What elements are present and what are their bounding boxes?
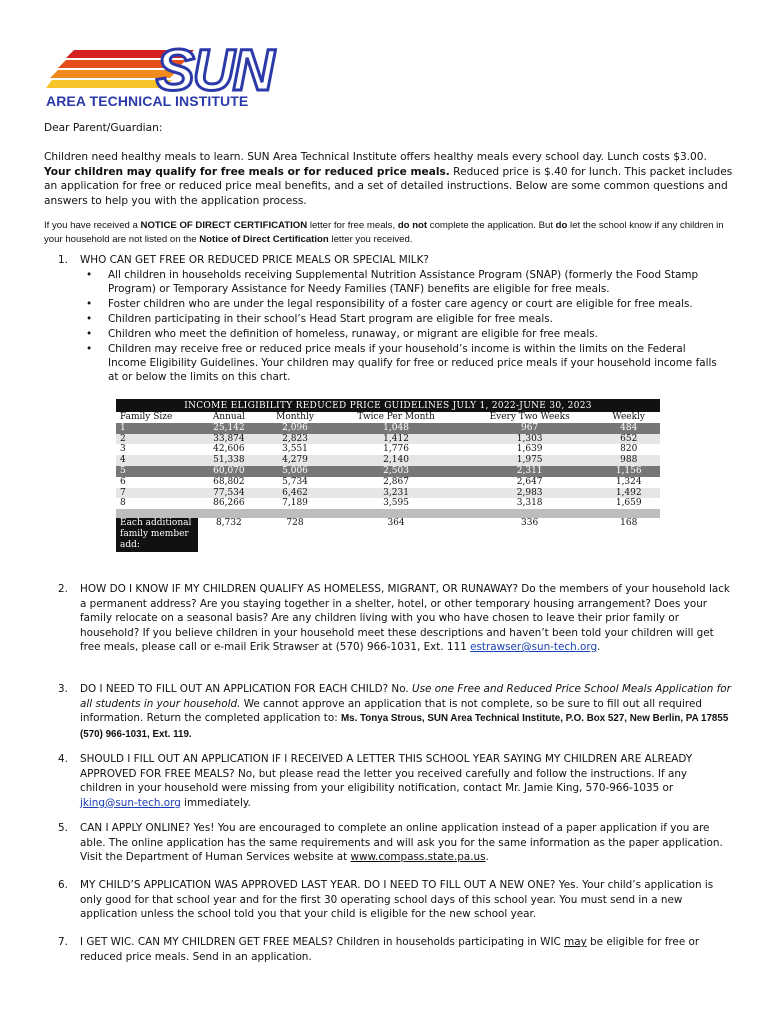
table-cell: 3,595 <box>330 498 462 509</box>
logo-word: SUN <box>156 40 273 103</box>
table-cell: 86,266 <box>198 498 260 509</box>
table-cell: 1,776 <box>330 444 462 455</box>
column-header: Weekly <box>597 412 660 423</box>
intro-paragraph: Children need healthy meals to learn. SUN Area Technical Institute offers healthy meals every school day. Lunch costs $3.00. Your children may qualify for free meals or for reduced price meals. Reduced price is $.40 for lunch. This packet includes an application for free or reduced price meal benefits, and a set of detailed instructions. Below are some common questions and answers to help you with the application process. <box>44 151 733 207</box>
table-cell: 5,006 <box>260 466 331 477</box>
table-cell: 1,303 <box>462 434 598 445</box>
table-cell: 1,324 <box>597 477 660 488</box>
table-cell: 484 <box>597 423 660 434</box>
table-row <box>116 434 660 445</box>
table-cell: 25,142 <box>198 423 260 434</box>
table-cell: 1,639 <box>462 444 598 455</box>
table-cell: 2,503 <box>330 466 462 477</box>
table-cell: 7,189 <box>260 498 331 509</box>
email-link-jking[interactable]: jking@sun-tech.org <box>80 796 181 809</box>
table-cell: 7 <box>116 488 198 499</box>
table-cell: 2,647 <box>462 477 598 488</box>
table-cell: 988 <box>597 455 660 466</box>
table-cell: 8 <box>116 498 198 509</box>
table-cell: 1,659 <box>597 498 660 509</box>
table-cell: 820 <box>597 444 660 455</box>
table-row <box>116 488 660 499</box>
column-header: Twice Per Month <box>330 412 462 423</box>
table-title: INCOME ELIGIBILITY REDUCED PRICE GUIDELINES JULY 1, 2022-JUNE 30, 2023 <box>116 399 660 412</box>
table-cell: 8,732 <box>198 518 260 552</box>
table-cell: 1,975 <box>462 455 598 466</box>
table-cell: 1,156 <box>597 466 660 477</box>
table-cell: 6 <box>116 477 198 488</box>
table-row <box>116 444 660 455</box>
column-header: Family Size <box>116 412 198 423</box>
income-eligibility-table <box>116 399 660 552</box>
table-cell: 4 <box>116 455 198 466</box>
table-cell: 42,606 <box>198 444 260 455</box>
table-cell: 2,983 <box>462 488 598 499</box>
column-header: Every Two Weeks <box>462 412 598 423</box>
table-cell: 2,140 <box>330 455 462 466</box>
table-cell: 967 <box>462 423 598 434</box>
table-row <box>116 477 660 488</box>
table-cell: 33,874 <box>198 434 260 445</box>
table-cell: 2,823 <box>260 434 331 445</box>
email-link-estrawser[interactable]: estrawser@sun-tech.org <box>470 641 598 653</box>
table-cell: 2,096 <box>260 423 331 434</box>
column-header: Annual <box>198 412 260 423</box>
table-row <box>116 518 660 552</box>
table-cell: 2,311 <box>462 466 598 477</box>
table-row <box>116 466 660 477</box>
table-cell: 77,534 <box>198 488 260 499</box>
table-cell: 3,231 <box>330 488 462 499</box>
table-cell: 4,279 <box>260 455 331 466</box>
table-cell: 3 <box>116 444 198 455</box>
table-cell: 1,048 <box>330 423 462 434</box>
table-cell: 51,338 <box>198 455 260 466</box>
table-cell: 2,867 <box>330 477 462 488</box>
table-row <box>116 498 660 509</box>
table-cell: 652 <box>597 434 660 445</box>
table-cell: 5 <box>116 466 198 477</box>
table-cell: 6,462 <box>260 488 331 499</box>
document-page: SUN AREA TECHNICAL INSTITUTE Dear Parent/Guardian: Children need healthy meals to learn. SUN Area Technical Institute offers healthy meals every school day. Lunch costs $3.00. Your children may qualify for free meals or for reduced price meals. Reduced price is $.40 for lunch. This packet includes an application for free or reduced price meal benefits, and a set of detailed instructions. Below are some common questions and answers to help you with the application process. If you have received a NOTICE OF DIRECT CERTIFICATION letter for free meals, do not complete the application. But do let the school know if any children in your household are not listed on the Notice of Direct Certification letter you received. 1. WHO CAN GET FREE OR REDUCED PRICE MEALS OR SPECIAL MILK? • All children in households receiving Supplemental Nutrition Assistance Program (SNAP) (formerly the Food Stamp Program) or Temporary Assistance for Needy Families (TANF) benefits are eligible for free meals. • Foster children who are under the legal responsibility of a foster care agency or court are eligible for free meals. • Children participating in their school’s Head Start program are eligible for free meals. • Children who meet the definition of homeless, runaway, or migrant are eligible for free meals. • Children may receive free or reduced price meals if your household’s income is within the limits on the Federal Income Eligibility Guidelines. Your children may qualify for free or reduced price meals if your household income falls at or below the limits on this chart. INCOME ELIGIBILITY REDUCED PRICE GUIDELINES JULY 1, 2022-JUNE 30, 2023 Family Size Annual Monthly Twice Per Month Every Two Weeks Weekly 1 25,142 2,096 1,048 967 484 2 33,874 2,823 1,412 1,303 652 3 42,606 3,551 1,776 1,639 820 4 51,338 4,279 2,140 1,975 988 5 60,070 5,006 2,503 2,311 1,156 6 68,802 5,734 2,867 2,647 1,324 7 77,534 6,462 3,231 2,983 1,492 8 86,266 7,189 3,595 3,318 1,659 Each additional family member add: 8,732 728 364 336 168 2. HOW DO I KNOW IF MY CHILDREN QUALIFY AS HOMELESS, MIGRANT, OR RUNAWAY? Do the members of your household lack a permanent address? Are you staying together in a shelter, hotel, or other temporary housing arrangement? Does your family relocate on a seasonal basis? Are any children living with you who have chosen to leave their prior family or household? If you believe children in your household meet these descriptions and haven’t been told your children will get free meals, please call or e-mail Erik Strawser at (570) 966-1031, Ext. 111 estrawser@sun-tech.org. 3. DO I NEED TO FILL OUT AN APPLICATION FOR EACH CHILD? No. Use one Free and Reduced Price School Meals Application for all students in your household. We cannot approve an application that is not complete, so be sure to fill out all required information. Return the completed application to: Ms. Tonya Strous, SUN Area Technical Institute, P.O. Box 527, New Berlin, PA 17855 (570) 966-1031, Ext. 119. 4. SHOULD I FILL OUT AN APPLICATION IF I RECEIVED A LETTER THIS SCHOOL YEAR SAYING MY CHILDREN ARE ALREADY APPROVED FOR FREE MEALS? No, but please read the letter you received carefully and follow the instructions. If any children in your household were missing from your eligibility notification, contact Mr. Jamie King, 570-966-1035 or jking@sun-tech.org immediately. 5. CAN I APPLY ONLINE? Yes! You are encouraged to complete an online application instead of a paper application if you are able. The online application has the same requirements and will ask you for the same information as the paper application. Visit the Department of Human Services website at www.compass.state.pa.us. 6. MY CHILD’S APPLICATION WAS APPROVED LAST YEAR. DO I NEED TO FILL OUT A NEW ONE? Yes. Your child’s application is only good for that school year and for the first 30 operating school days of this school year. You must send in a new application unless the school told you that your child is eligible for the new school year. 7. I GET WIC. CAN MY CHILDREN GET FREE MEALS? Children in households participating in WIC may be eligible for free or reduced price meals. Send in an application. <box>44 40 733 963</box>
table-row <box>116 455 660 466</box>
table-row <box>116 423 660 434</box>
table-cell: 3,318 <box>462 498 598 509</box>
table-separator <box>116 509 660 518</box>
table-cell: 68,802 <box>198 477 260 488</box>
table-cell: 1,492 <box>597 488 660 499</box>
table-cell: 2 <box>116 434 198 445</box>
table-cell: 336 <box>462 518 598 552</box>
table-cell: 1 <box>116 423 198 434</box>
direct-certification-notice: If you have received a NOTICE OF DIRECT CERTIFICATION letter for free meals, do not complete the application. But do let the school know if any children in your household are not listed on the Notice of Direct Certification letter you received. <box>44 220 724 245</box>
column-header: Monthly <box>260 412 331 423</box>
table-cell: 168 <box>597 518 660 552</box>
table-cell: 364 <box>330 518 462 552</box>
table-cell: 5,734 <box>260 477 331 488</box>
table-cell: 1,412 <box>330 434 462 445</box>
salutation: Dear Parent/Guardian: <box>44 122 163 134</box>
table-cell: 3,551 <box>260 444 331 455</box>
table-cell: Each additional family member add: <box>116 518 198 552</box>
table-cell: 60,070 <box>198 466 260 477</box>
institute-name: AREA TECHNICAL INSTITUTE <box>46 93 249 109</box>
table-cell: 728 <box>260 518 331 552</box>
table-header-row <box>116 412 660 423</box>
compass-website-link[interactable]: www.compass.state.pa.us <box>350 851 486 863</box>
